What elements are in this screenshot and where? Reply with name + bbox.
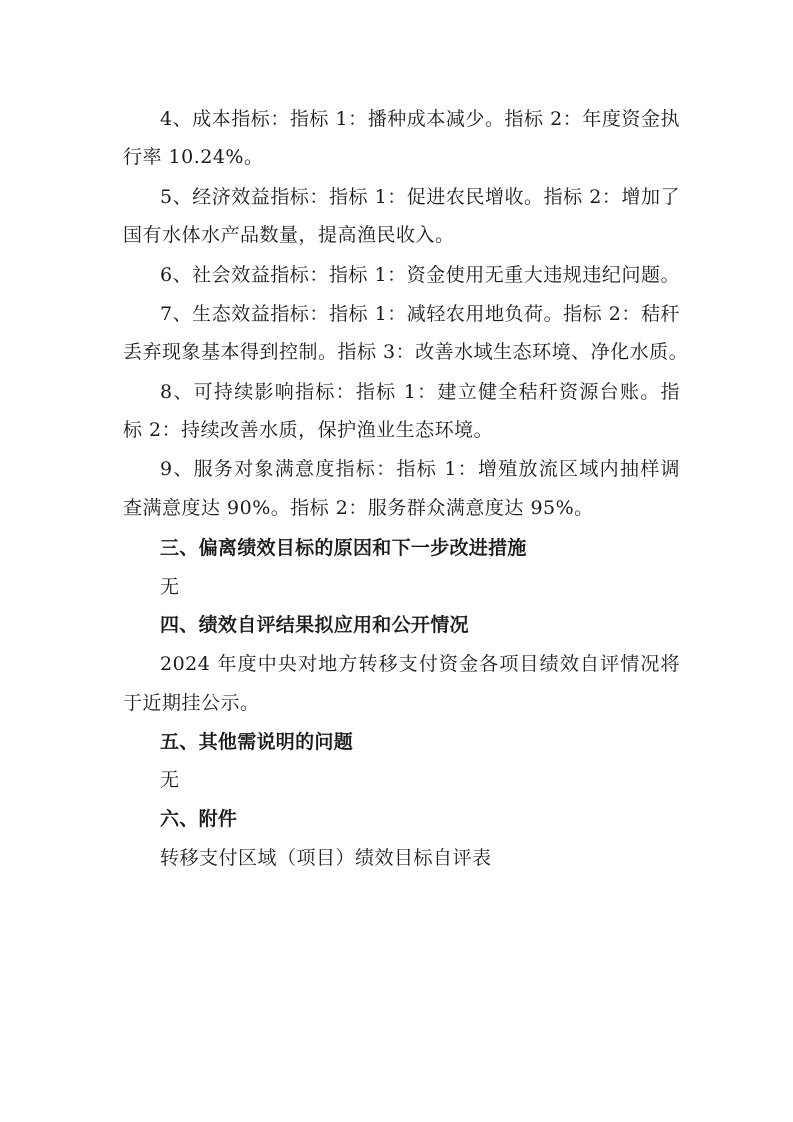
indicator-social-line-1: 6、社会效益指标：指标 1：资金使用无重大违规违纪问题。	[160, 264, 680, 286]
section-6-attachment: 转移支付区域（项目）绩效目标自评表	[160, 847, 492, 869]
section-3-heading: 三、偏离绩效目标的原因和下一步改进措施	[160, 537, 527, 559]
indicator-ecological-line-1: 7、生态效益指标：指标 1：减轻农用地负荷。指标 2：秸秆	[160, 303, 680, 325]
indicator-ecological-line-2: 丢弃现象基本得到控制。指标 3：改善水域生态环境、净化水质。	[123, 341, 689, 363]
section-6-heading: 六、附件	[160, 808, 238, 830]
indicator-sustainable-line-2: 标 2：持续改善水质，保护渔业生态环境。	[123, 419, 494, 441]
indicator-sustainable-line-1: 8、可持续影响指标：指标 1：建立健全秸秆资源台账。指	[160, 381, 680, 403]
indicator-cost-line-1: 4、成本指标：指标 1：播种成本减少。指标 2：年度资金执	[160, 108, 680, 130]
indicator-economic-line-2: 国有水体水产品数量，提高渔民收入。	[123, 224, 455, 246]
section-4-body-line-2: 于近期挂公示。	[123, 692, 260, 714]
section-5-heading: 五、其他需说明的问题	[160, 731, 354, 753]
section-5-body: 无	[160, 769, 180, 791]
section-4-heading: 四、绩效自评结果拟应用和公开情况	[160, 614, 469, 636]
section-3-body: 无	[160, 576, 180, 598]
indicator-cost-line-2: 行率 10.24%。	[123, 146, 264, 168]
indicator-satisfaction-line-2: 查满意度达 90%。指标 2：服务群众满意度达 95%。	[123, 497, 594, 519]
indicator-economic-line-1: 5、经济效益指标：指标 1：促进农民增收。指标 2：增加了	[160, 186, 680, 208]
section-4-body-line-1: 2024 年度中央对地方转移支付资金各项目绩效自评情况将	[160, 653, 680, 675]
indicator-satisfaction-line-1: 9、服务对象满意度指标：指标 1：增殖放流区域内抽样调	[160, 458, 680, 480]
